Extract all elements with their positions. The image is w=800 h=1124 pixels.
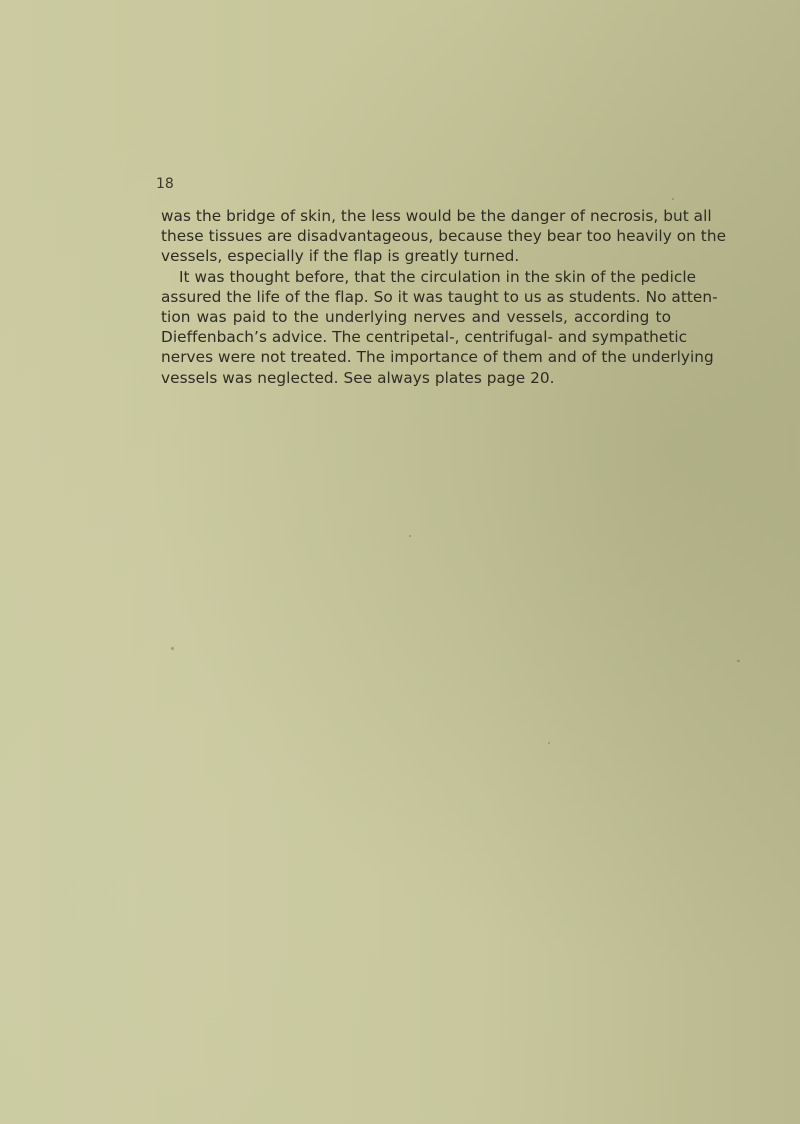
paper-speck (672, 198, 674, 200)
text-line: assured the life of the flap. So it was taught to us as students. No atten- (161, 287, 718, 306)
text-line: nerves were not treated. The importance of them and of the underlying (161, 348, 714, 367)
page-number: 18 (156, 176, 174, 192)
text-line: It was thought before, that the circulation in the skin of the pedicle (179, 267, 697, 286)
text-line: vessels, especially if the flap is greatly turned. (161, 247, 520, 266)
paper-speck (548, 742, 550, 744)
text-line: these tissues are disadvantageous, because they bear too heavily on the (161, 227, 727, 246)
text-line: was the bridge of skin, the less would be the danger of necrosis, but all (161, 207, 712, 225)
paper-speck (409, 535, 411, 537)
body-text (161, 206, 727, 388)
paper-speck (171, 647, 174, 650)
text-line: vessels was neglected. See always plates page 20. (161, 368, 555, 387)
paper-speck (737, 660, 740, 662)
text-line: Dieffenbach’s advice. The centripetal-, centrifugal- and sympathetic (161, 328, 688, 347)
text-line: tion was paid to the underlying nerves and vessels, according to (161, 308, 671, 327)
